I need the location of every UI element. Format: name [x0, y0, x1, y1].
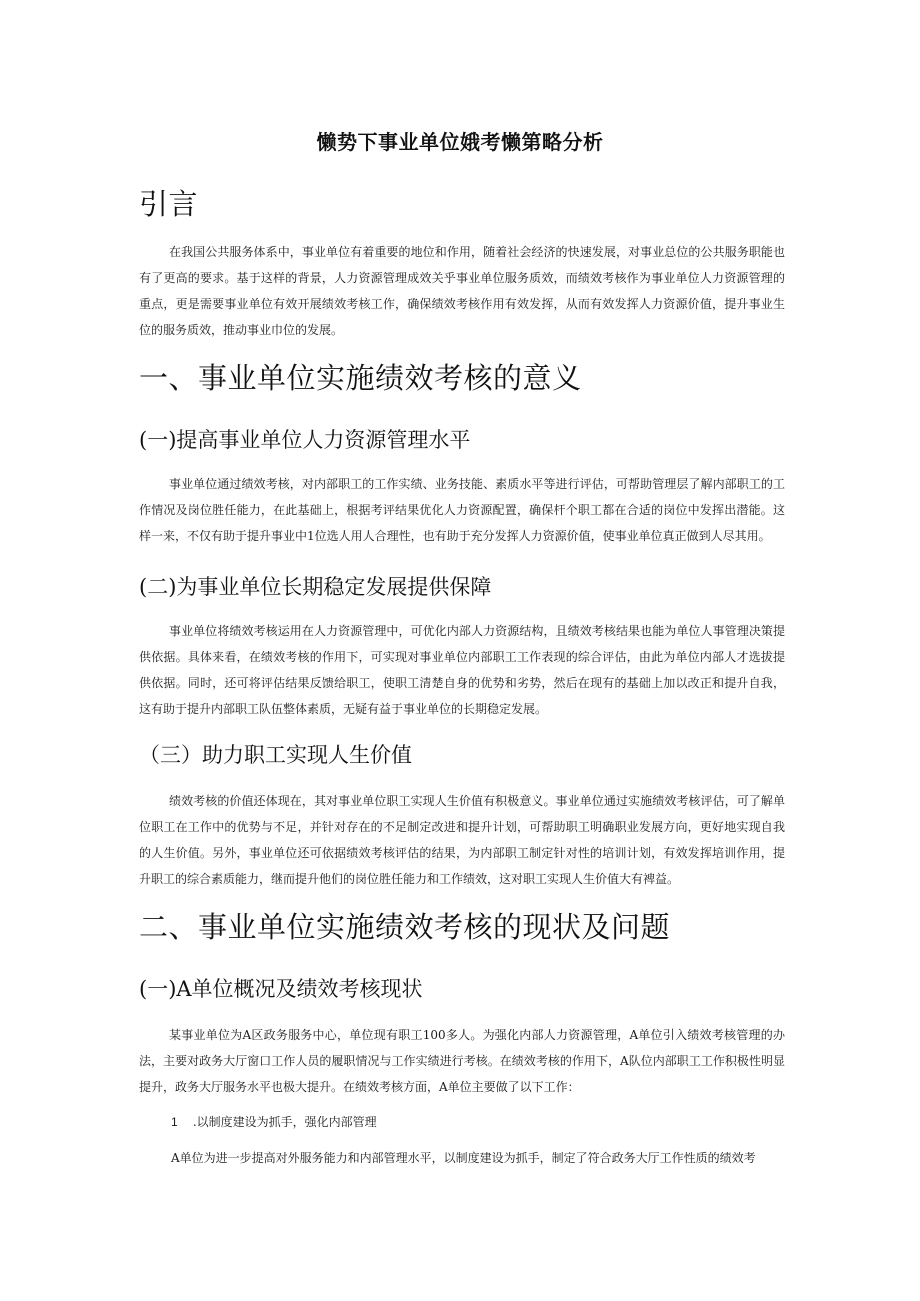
list-item-number: 1 [171, 1115, 178, 1129]
intro-paragraph: 在我国公共服务体系中，事业单位有着重要的地位和作用，随着社会经济的快速发展，对事业总位的公共服务职能也有了更高的要求。基于这样的背景，人力资源管理成效关乎事业单位服务质效，而绩效考核作为事业单位人力资源管理的重点，更是需要事业单位有效开展绩效考核工作，确保绩效考核作用有效发挥，从而有效发挥人力资源价值，提升事业生位的服务质效，推动事业巾位的发展。 [139, 245, 785, 337]
section2-sub1-paragraph: 某事业单位为A区政务服务中心，单位现有职工100多人。为强化内部人力资源管理，A单位引入绩效考核管理的办法，主要对政务大厅窗口工作人员的履职情况与工作实绩进行考核。在绩效考核的作用下，A队位内部职工工作积极性明显提升，政务大厅服务水平也极大提升。在绩效考核方面，A单位主要做了以下工作： [139, 1028, 785, 1094]
section1-sub1-paragraph: 事业单位通过绩效考核，对内部职工的工作实绩、业务技能、素质水平等进行评估，可帮助管理层了解内部职工的工作情况及岗位胜任能力，在此基础上，根据考评结果优化人力资源配置，确保杆个职工都在合适的岗位中发挥出潜能。这样一来，不仅有助于提升事业中1位选人用人合理性，也有助于充分发挥人力资源价值，使事业单位真正做到人尽其用。 [139, 477, 785, 543]
section1-sub2-paragraph: 事业单位将绩效考核运用在人力资源管理中，可优化内部人力资源结构，且绩效考核结果也能为单位人事管理决策提供依据。具体来看，在绩效考核的作用下，可实现对事业单位内部职工工作表现的综合评估，由此为单位内部人才选拔提供依据。同时，还可将评估结果反馈给职工，使职工清楚自身的优势和劣势，然后在现有的基础上加以改正和提升自我，这有助于提升内部职工队伍整体素质，无疑有益于事业单位的长期稳定发展。 [139, 624, 785, 716]
last-paragraph-line: A单位为进一步提高对外服务能力和内部管理水平，以制度建设为抓手，制定了符合政务大厅工作性质的绩效考 [171, 1151, 756, 1165]
section2-sub1-heading: (一)A单位概况及绩效考核现状 [139, 977, 423, 1001]
document-title: 懒势下事业单位娥考懒第略分析 [316, 130, 604, 154]
section1-heading: 一、事业单位实施绩效考核的意义 [139, 361, 582, 395]
section1-sub3-paragraph: 绩效考核的价值还体现在，其对事业单位职工实现人生价值有积极意义。事业单位通过实施绩效考核评估，可了解单位职工在工作中的优势与不足，并针对存在的不足制定改进和提升计划，可帮助职工明确职业发展方向，更好地实现自我的人生价值。另外，事业单位还可依据绩效考核评估的结果，为内部职工制定针对性的培训计划，有效发挥培训作用，提升职工的综合素质能力，继而提升他们的岗位胜任能力和工作绩效，这对职工实现人生价值大有裨益。 [139, 794, 785, 886]
section1-sub1-heading: (一)提高事业单位人力资源管理水平 [139, 428, 471, 452]
section1-sub2-heading: (二)为事业单位长期稳定发展提供保障 [139, 575, 492, 599]
list-item-text: .以制度建设为抓手，强化内部管理 [192, 1115, 377, 1129]
section2-heading: 二、事业单位实施绩效考核的现状及问题 [139, 910, 671, 944]
section1-sub3-heading: （三）助力职工实现人生价值 [139, 743, 412, 767]
intro-heading: 引言 [139, 187, 199, 221]
list-item [171, 1109, 377, 1135]
